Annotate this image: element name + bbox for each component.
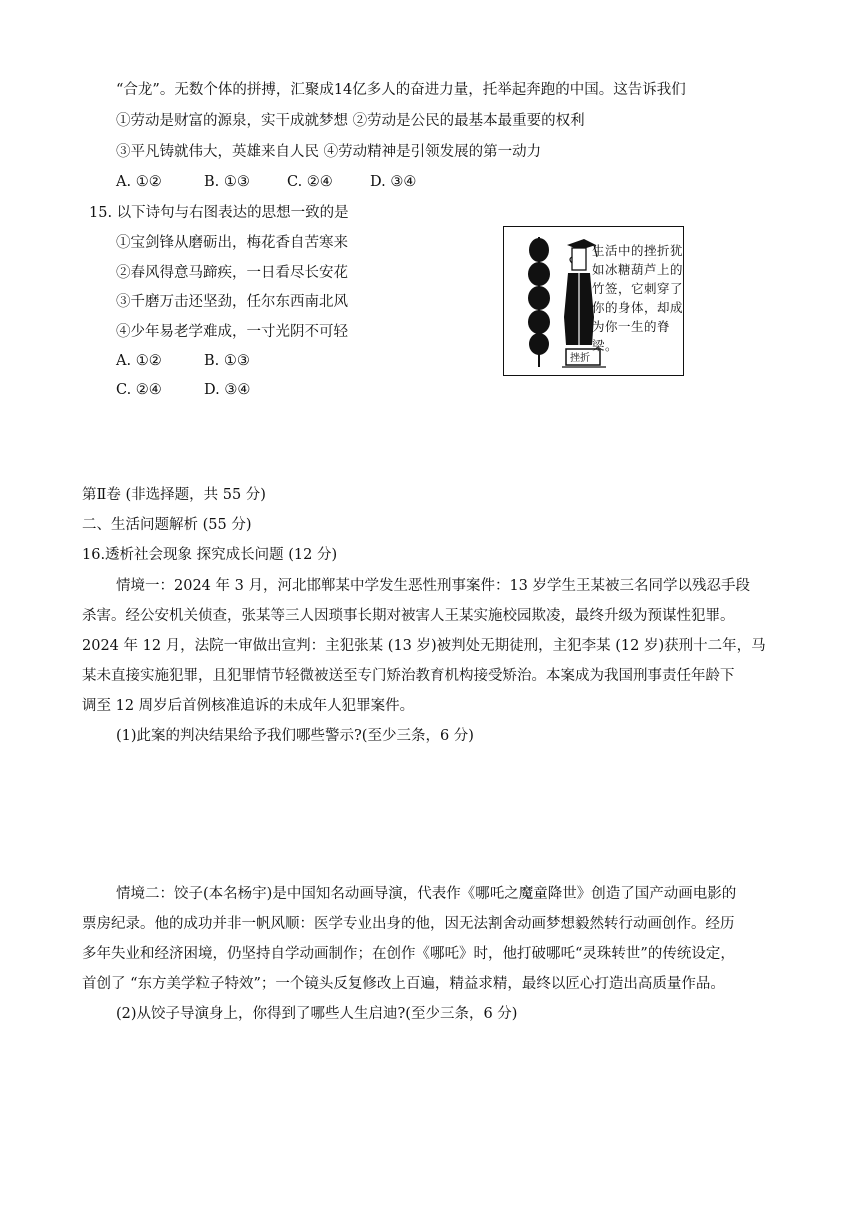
q15-item-1: ①宝剑锋从磨砺出，梅花香自苦寒来 xyxy=(116,235,348,251)
q15-option-c: C. ②④ xyxy=(116,382,162,398)
q15-item-2: ②春风得意马蹄疾，一日看尽长安花 xyxy=(116,265,348,281)
q15-option-a: A. ①② xyxy=(116,353,162,369)
q14-option-a: A. ①② xyxy=(116,174,162,190)
part2-title: 第Ⅱ卷 (非选择题，共 55 分) xyxy=(82,487,266,503)
q16-scenario2-line-3: 多年失业和经济困境，仍坚持自学动画制作；在创作《哪吒》时，他打破哪吒“灵珠转世”的传统设定， xyxy=(82,946,735,962)
cartoon-caption: 生活中的挫折犹如冰糖葫芦上的竹签，它刺穿了你的身体，却成为你一生的脊梁。 xyxy=(592,243,684,353)
q14-option-d: D. ③④ xyxy=(370,174,417,190)
q15-option-b: B. ①③ xyxy=(204,353,250,369)
q14-stem: “合龙”。无数个体的拼搏，汇聚成14亿多人的奋进力量，托举起奔跑的中国。这告诉我们 xyxy=(116,82,686,98)
q15-option-d: D. ③④ xyxy=(204,382,251,398)
q16-scenario2-line-1: 情境二：饺子(本名杨宇)是中国知名动画导演，代表作《哪吒之魔童降世》创造了国产动画电影的 xyxy=(116,886,737,902)
q16-scenario1-line-3: 2024 年 12 月，法院一审做出宣判：主犯张某 (13 岁)被判处无期徒刑，主犯李某 (12 岁)获刑十二年，马 xyxy=(82,638,766,654)
q15-item-4: ④少年易老学难成，一寸光阴不可轻 xyxy=(116,324,348,340)
part2-section-title: 二、生活问题解析 (55 分) xyxy=(82,517,252,533)
q16-scenario1-line-1: 情境一：2024 年 3 月，河北邯郸某中学发生恶性刑事案件：13 岁学生王某被三名同学以残忍手段 xyxy=(116,578,751,594)
q14-option-c: C. ②④ xyxy=(287,174,333,190)
q14-option-b: B. ①③ xyxy=(204,174,250,190)
q15-stem: 15. 以下诗句与右图表达的思想一致的是 xyxy=(89,205,349,221)
q16-scenario1-line-2: 杀害。经公安机关侦查，张某等三人因琐事长期对被害人王某实施校园欺凌，最终升级为预谋性犯罪。 xyxy=(82,608,735,624)
cartoon-figure xyxy=(503,226,684,376)
q16-subquestion-1: (1)此案的判决结果给予我们哪些警示?(至少三条，6 分) xyxy=(116,728,474,744)
cartoon-pedestal-label: 挫折 xyxy=(570,353,590,364)
q16-scenario2-line-2: 票房纪录。他的成功并非一帆风顺：医学专业出身的他，因无法割舍动画梦想毅然转行动画创作。经历 xyxy=(82,916,735,932)
q16-scenario1-line-4: 某未直接实施犯罪，且犯罪情节轻微被送至专门矫治教育机构接受矫治。本案成为我国刑事责任年龄下 xyxy=(82,668,735,684)
q14-items-3-4: ③平凡铸就伟大，英雄来自人民 ④劳动精神是引领发展的第一动力 xyxy=(116,144,542,160)
q14-items-1-2: ①劳动是财富的源泉，实干成就梦想 ②劳动是公民的最基本最重要的权利 xyxy=(116,113,585,129)
q16-title: 16.透析社会现象 探究成长问题 (12 分) xyxy=(82,547,338,563)
q16-subquestion-2: (2)从饺子导演身上，你得到了哪些人生启迪?(至少三条，6 分) xyxy=(116,1006,518,1022)
q15-item-3: ③千磨万击还坚劲，任尔东西南北风 xyxy=(116,294,348,310)
q16-scenario1-line-5: 调至 12 周岁后首例核准追诉的未成年人犯罪案件。 xyxy=(82,698,415,714)
q16-scenario2-line-4: 首创了 “东方美学粒子特效”；一个镜头反复修改上百遍，精益求精，最终以匠心打造出高质量作品。 xyxy=(82,976,725,992)
